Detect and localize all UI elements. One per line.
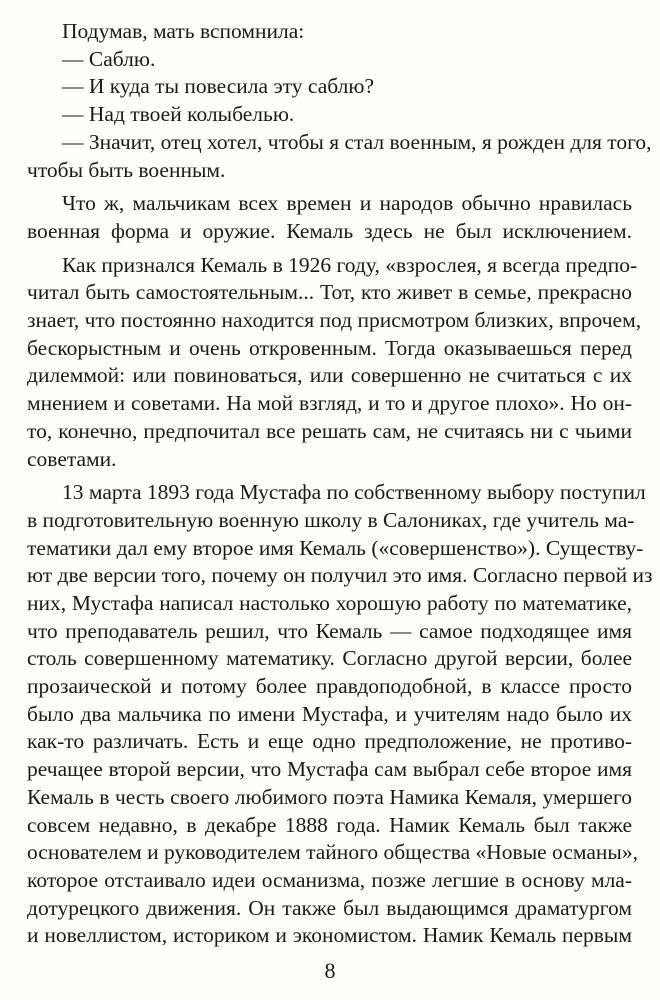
text-line: дотурецкого движения. Он также был выдающимся драматургом <box>27 895 632 920</box>
text-line: знает, что постоянно находится под присмотром близких, впрочем, <box>27 308 642 332</box>
text-line: военная форма и оружие. Кемаль здесь не был исключением. <box>27 218 632 243</box>
text-line: как-то различать. Есть и еще одно предположение, не противо- <box>27 729 632 754</box>
text-line: Как признался Кемаль в 1926 году, «взрослея, я всегда предпо- <box>62 252 638 277</box>
text-line: основателем и руководителем тайного общества «Новые османы», <box>27 840 638 865</box>
text-line: то, конечно, предпочитал все решать сам, не считаясь ни с чьими <box>27 418 632 443</box>
text-line: Подумав, мать вспомнила: <box>62 19 305 43</box>
text-line: — И куда ты повесила эту саблю? <box>62 74 374 99</box>
text-line: Что ж, мальчикам всех времен и народов обычно нравилась <box>62 191 632 216</box>
page-number: 8 <box>324 958 336 983</box>
text-line: которое отстаивало идеи османизма, позже легшие в основу мла- <box>27 867 632 892</box>
text-line: прозаической и потому более правдоподобной, в классе просто <box>27 674 632 698</box>
text-line: что преподаватель решил, что Кемаль — самое подходящее имя <box>27 618 632 643</box>
text-line: — Саблю. <box>62 46 156 71</box>
text-line: 13 марта 1893 года Мустафа по собственному выбору поступил <box>62 480 646 505</box>
text-line: советами. <box>27 446 117 471</box>
text-line: — Значит, отец хотел, чтобы я стал военным, я рожден для того, <box>62 129 652 154</box>
text-line: Кемаль в честь своего любимого поэта Намика Кемаля, умершего <box>27 784 632 809</box>
text-line: — Над твоей колыбелью. <box>62 102 295 127</box>
text-line: бескорыстным и очень откровенным. Тогда оказываешься перед <box>27 335 632 360</box>
text-line: речащее второй версии, что Мустафа сам выбрал себе второе имя <box>27 757 632 782</box>
text-line: и новеллистом, историком и экономистом. Намик Кемаль первым <box>27 923 632 948</box>
text-line: ют две версии того, почему он получил это имя. Согласно первой из <box>27 563 653 588</box>
text-line: них, Мустафа написал настолько хорошую работу по математике, <box>27 590 632 615</box>
text-line: читал быть самостоятельным... Тот, кто живет в семье, прекрасно <box>27 280 632 305</box>
text-line: мнением и советами. На мой взгляд, и то и другое плохо». Но он- <box>27 391 632 416</box>
text-line: чтобы быть военным. <box>27 157 226 182</box>
text-line: совсем недавно, в декабре 1888 года. Намик Кемаль был также <box>27 812 632 837</box>
text-line: в подготовительную военную школу в Салониках, где учитель ма- <box>27 507 635 532</box>
text-line: дилеммой: или повиноваться, или совершенно не считаться с их <box>27 363 632 388</box>
text-line: тематики дал ему второе имя Кемаль («совершенство»). Существу- <box>27 535 644 560</box>
text-line: столь совершенному математику. Согласно другой версии, более <box>27 646 632 671</box>
text-line: было два мальчика по имени Мустафа, и учителям надо было их <box>27 701 632 726</box>
